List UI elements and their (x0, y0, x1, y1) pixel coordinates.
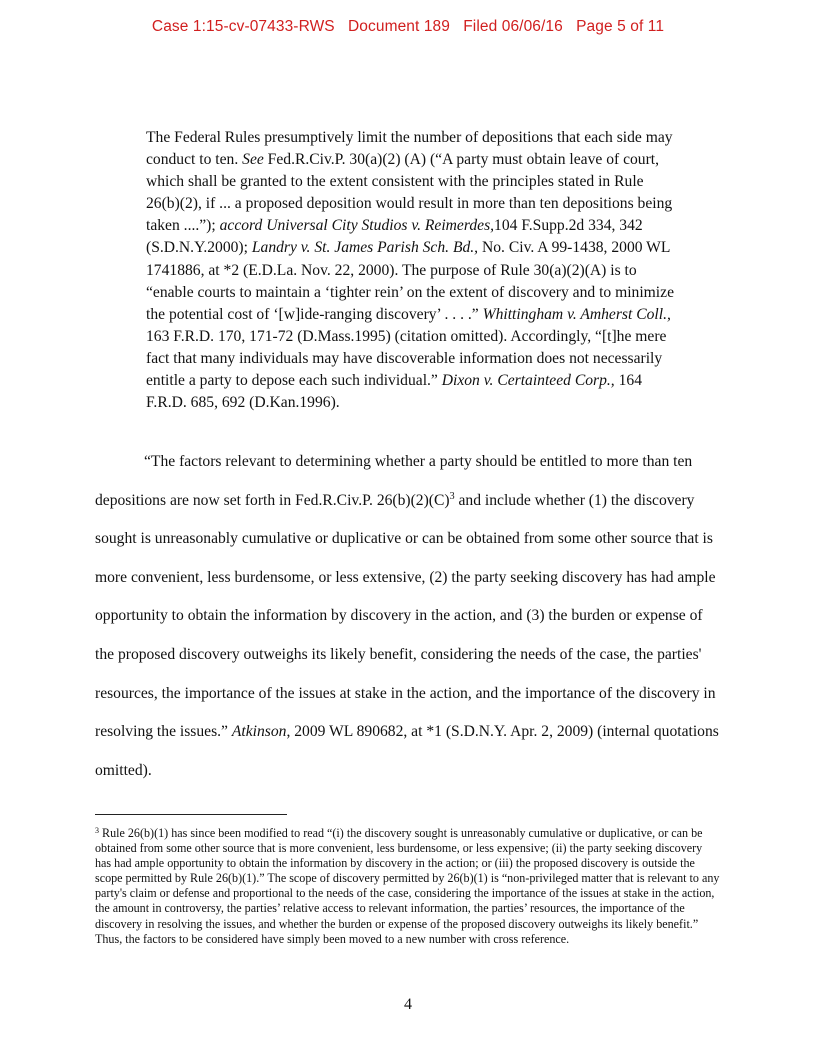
quote-text: Fed.R.Civ.P. 30(a)(2) (A) (“A party must obtain leave of court, which shall be granted to the extent consistent with the principles stated in Rule 26(b)(2), if ... a proposed deposition would result in more than ten depositions being taken ....”); (146, 151, 673, 235)
paragraph-text: “The factors relevant to determining whether a party should be entitled to more than ten depositions are now set forth in Fed.R.Civ.P. 26(b)(2)(C) (95, 453, 693, 509)
case-header (0, 18, 816, 36)
case-number: Case 1:15-cv-07433-RWS (151, 18, 335, 35)
paragraph-text: and include whether (1) the discovery sought is unreasonably cumulative or duplicative or can be obtained from some other source that is more convenient, less burdensome, or less extensive, (2) the party seeking discovery has had ample opportunity to obtain the information by discovery in the action, and (3) the burden or expense of the proposed discovery outweighs its likely benefit, considering the needs of the case, the parties' resources, the importance of the issues at stake in the action, and the importance of the discovery in resolving the issues.” (95, 491, 716, 741)
footnote (95, 826, 720, 947)
case-citation: Dixon v. Certainteed Corp., (441, 372, 615, 390)
footnote-marker: 3 (95, 826, 99, 835)
document-number: Document 189 (347, 18, 450, 35)
paragraph-text: , 2009 WL 890682, at *1 (S.D.N.Y. Apr. 2, 2009) (internal quotations omitted). (95, 723, 719, 779)
case-citation: accord Universal City Studios v. Reimerdes, (219, 217, 495, 235)
footnote-text: Rule 26(b)(1) has since been modified to read “(i) the discovery sought is unreasonably cumulative or duplicative, or can be obtained from some other source that is more convenient, less burdensome, or less expensive; (ii) the party seeking discovery has had ample opportunity to obtain the information by discovery in the action; or (iii) the proposed discovery is outside the scope permitted by Rule 26(b)(1).” The scope of discovery permitted by 26(b)(1) is “non-privileged matter that is relevant to any party's claim or defense and proportional to the needs of the case, considering the importance of the issues at stake in the action, the amount in controversy, the parties’ relative access to relevant information, the parties’ resources, the importance of the discovery in resolving the issues, and whether the burden or expense of the proposed discovery outweighs its likely benefit.” Thus, the factors to be considered have simply been moved to a new number with cross reference. (95, 826, 720, 946)
case-citation: Atkinson (231, 723, 287, 741)
quote-text: 164 F.R.D. 685, 692 (D.Kan.1996). (146, 372, 642, 412)
quote-text: No. Civ. A 99-1438, 2000 WL 1741886, at *2 (E.D.La. Nov. 22, 2000). The purpose of Rule 30(a)(2)(A) is to “enable courts to maintain a ‘tighter rein’ on the extent of discovery and to minimize the potential cost of ‘[w]ide-ranging discovery’ . . . .” (146, 239, 674, 323)
case-citation: Whittingham v. Amherst Coll., (482, 305, 671, 323)
block-quote (146, 127, 680, 414)
page-count: Page 5 of 11 (576, 18, 665, 35)
filed-date: Filed 06/06/16 (463, 18, 563, 35)
quote-text: 163 F.R.D. 170, 171-72 (D.Mass.1995) (citation omitted). Accordingly, “[t]he mere fact that many individuals may have discoverable information does not necessarily entitle a party to depose each such individual.” (146, 327, 667, 390)
quote-text: The Federal Rules presumptively limit the number of depositions that each side may conduct to ten. (146, 129, 673, 169)
body-paragraph (95, 443, 721, 790)
case-citation: Landry v. St. James Parish Sch. Bd., (251, 239, 479, 257)
citation-signal: See (242, 151, 264, 169)
footnote-divider (95, 814, 287, 815)
footnote-reference: 3 (449, 490, 455, 502)
quote-text: 104 F.Supp.2d 334, 342 (S.D.N.Y.2000); (146, 217, 643, 257)
page-number: 4 (404, 996, 412, 1013)
